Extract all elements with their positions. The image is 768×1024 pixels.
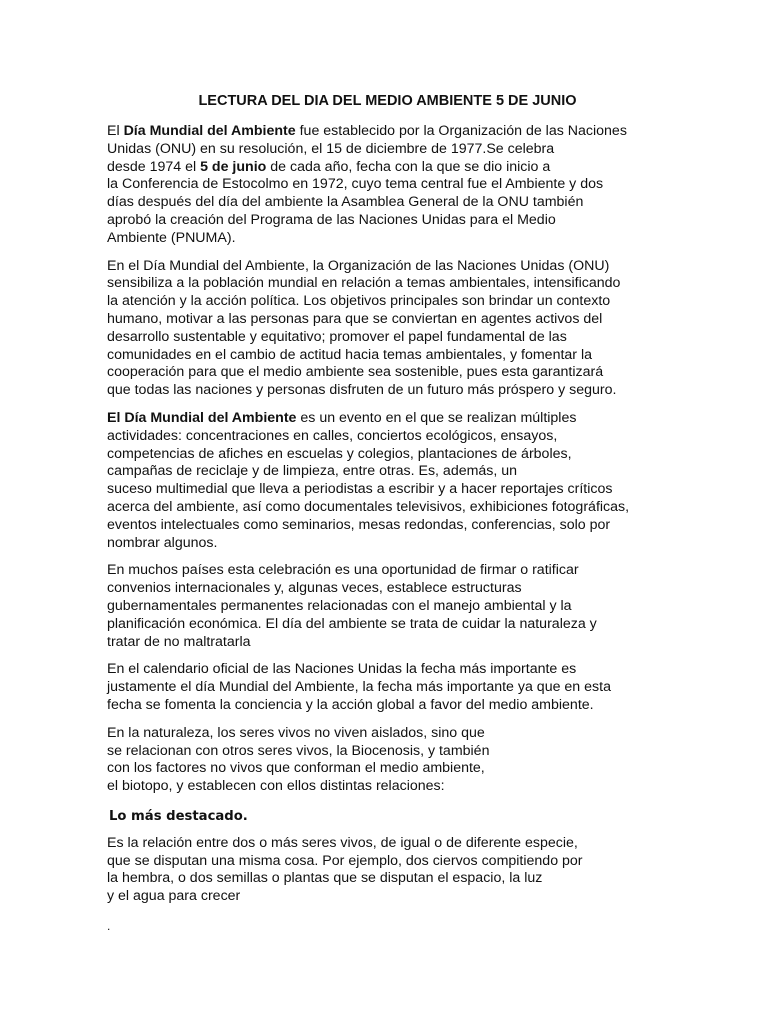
paragraph-line: fecha se fomenta la conciencia y la acción global a favor del medio ambiente. bbox=[107, 696, 594, 713]
text-run: de cada año, fecha con la que se dio inicio a bbox=[266, 158, 551, 175]
paragraph-line: En muchos países esta celebración es una oportunidad de firmar o ratificar bbox=[107, 562, 579, 579]
paragraph-line: actividades: concentraciones en calles, conciertos ecológicos, ensayos, bbox=[107, 427, 558, 444]
paragraph-line: que todas las naciones y personas disfruten de un futuro más próspero y seguro. bbox=[107, 382, 617, 399]
paragraph-6 bbox=[107, 725, 668, 796]
paragraph-line: convenios internacionales y, algunas veces, establece estructuras bbox=[107, 580, 522, 597]
paragraph-line: que se disputan una misma cosa. Por ejemplo, dos ciervos compitiendo por bbox=[107, 852, 583, 869]
paragraph-line: la atención y la acción política. Los objetivos principales son brindar un contexto bbox=[107, 293, 611, 310]
paragraph-line: se relacionan con otros seres vivos, la Biocenosis, y también bbox=[107, 742, 490, 759]
text-run: El bbox=[107, 123, 124, 139]
paragraph-line: la hembra, o dos semillas o plantas que se disputan el espacio, la luz bbox=[107, 870, 543, 887]
paragraph-line: días después del día del ambiente la Asamblea General de la ONU también bbox=[107, 194, 584, 211]
paragraph-line: el biotopo, y establecen con ellos distintas relaciones: bbox=[107, 778, 445, 795]
paragraph-line: y el agua para crecer bbox=[107, 888, 241, 905]
bold-text: 5 de junio bbox=[200, 158, 267, 175]
paragraph-5 bbox=[107, 661, 668, 714]
paragraph-4 bbox=[107, 562, 668, 651]
paragraph-line: acerca del ambiente, así como documentales televisivos, exhibiciones fotográficas, bbox=[107, 498, 630, 515]
paragraph-line: En el Día Mundial del Ambiente, la Organización de las Naciones Unidas (ONU) bbox=[107, 257, 610, 274]
paragraph-line: Unidas (ONU) en su resolución, el 15 de diciembre de 1977.Se celebra bbox=[107, 140, 555, 157]
paragraph-line: planificación económica. El día del ambiente se trata de cuidar la naturaleza y bbox=[107, 615, 597, 632]
section-heading: Lo más destacado. bbox=[109, 808, 248, 824]
text-run: fue establecido por la Organización de las Naciones bbox=[295, 123, 627, 139]
paragraph-line: En la naturaleza, los seres vivos no viven aislados, sino que bbox=[107, 724, 485, 741]
paragraph-line: comunidades en el cambio de actitud hacia temas ambientales, y fomentar la bbox=[107, 346, 593, 363]
paragraph-line: cooperación para que el medio ambiente sea sostenible, pues esta garantizará bbox=[107, 364, 604, 381]
paragraph-line bbox=[107, 410, 668, 428]
paragraph-line: la Conferencia de Estocolmo en 1972, cuyo tema central fue el Ambiente y dos bbox=[107, 176, 604, 193]
paragraph-7 bbox=[107, 835, 668, 906]
paragraph-3 bbox=[107, 410, 668, 552]
paragraph-line: Es la relación entre dos o más seres vivos, de igual o de diferente especie, bbox=[107, 834, 578, 851]
paragraph-line: desarrollo sustentable y equitativo; promover el papel fundamental de las bbox=[107, 328, 567, 345]
paragraph-line bbox=[107, 159, 668, 177]
paragraph-line: aprobó la creación del Programa de las Naciones Unidas para el Medio bbox=[107, 211, 556, 228]
text-run: es un evento en el que se realizan múltiples bbox=[296, 409, 577, 426]
paragraph-line: campañas de reciclaje y de limpieza, entre otras. Es, además, un bbox=[107, 463, 518, 480]
paragraph-line: En el calendario oficial de las Naciones Unidas la fecha más importante es bbox=[107, 661, 577, 678]
paragraph-line: con los factores no vivos que conforman el medio ambiente, bbox=[107, 760, 485, 777]
paragraph-line: Ambiente (PNUMA). bbox=[107, 229, 236, 246]
paragraph-line: humano, motivar a las personas para que se conviertan en agentes activos del bbox=[107, 310, 603, 327]
paragraph-line: gubernamentales permanentes relacionadas con el manejo ambiental y la bbox=[107, 597, 572, 614]
trailing-mark: . bbox=[107, 919, 111, 934]
document-title: LECTURA DEL DIA DEL MEDIO AMBIENTE 5 DE JUNIO bbox=[198, 93, 577, 109]
paragraph-line bbox=[107, 123, 668, 141]
paragraph-line: nombrar algunos. bbox=[107, 534, 218, 551]
bold-text: Día Mundial del Ambiente bbox=[123, 123, 296, 139]
bold-text: El Día Mundial del Ambiente bbox=[107, 409, 297, 426]
paragraph-1 bbox=[107, 123, 668, 248]
paragraph-line: suceso multimedial que lleva a periodistas a escribir y a hacer reportajes críticos bbox=[107, 481, 613, 498]
paragraph-line: sensibiliza a la población mundial en relación a temas ambientales, intensificando bbox=[107, 275, 621, 292]
paragraph-line: eventos intelectuales como seminarios, mesas redondas, conferencias, solo por bbox=[107, 516, 611, 533]
paragraph-line: justamente el día Mundial del Ambiente, la fecha más importante ya que en esta bbox=[107, 679, 611, 696]
paragraph-line: competencias de afiches en escuelas y colegios, plantaciones de árboles, bbox=[107, 445, 572, 462]
paragraph-line: tratar de no maltratarla bbox=[107, 633, 251, 650]
text-run: desde 1974 el bbox=[107, 158, 201, 175]
paragraph-2 bbox=[107, 258, 668, 400]
